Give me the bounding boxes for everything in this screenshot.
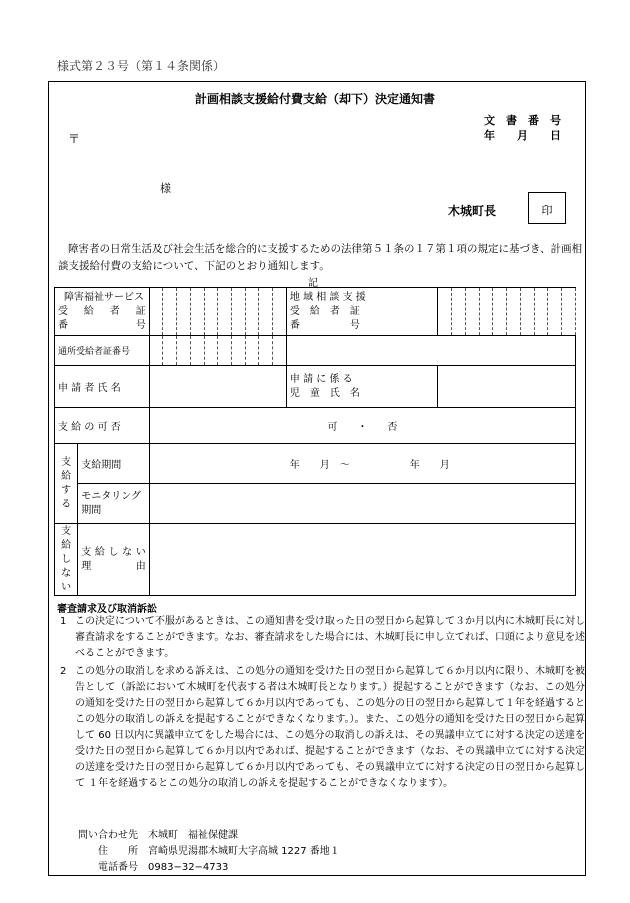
digit-box[interactable] [149,288,163,336]
child-name-field[interactable] [438,366,576,408]
postal-mark: 〒 [68,132,81,146]
digit-box[interactable] [163,336,177,366]
digit-box[interactable] [465,288,479,336]
digit-box[interactable] [218,288,232,336]
pay-group-text: 支給する [61,456,72,510]
regional-cert-line3: 番 号 [289,319,360,331]
period-value-text: 年 月 〜 年 月 [289,460,450,471]
monitoring-label [78,484,149,524]
child-name-line2: 児 童 氏 名 [289,387,360,399]
monitoring-row [55,484,576,524]
contact-line-office: 問い合わせ先 木城町 福祉保健課 [78,830,238,841]
monitoring-field[interactable] [149,484,575,524]
appeal-item-text: この決定について不服があるときは、この通知書を受け取った日の翌日から起算して３か月以内に木城町長に対し審査請求をすることができます。なお、審査請求をした場合には、木城町長に申し立てれば、口頭により意見を述べることができます。 [75,616,585,659]
date-label: 年 月 日 [484,129,561,142]
nopay-group-text: 支給しない [61,525,72,593]
digit-box[interactable] [548,288,562,336]
appeal-item [57,614,585,662]
ki-mark: 記 [308,278,318,289]
pay-group-label [55,444,78,524]
recipient-honorific: 様 [160,182,171,195]
digit-box[interactable] [479,288,493,336]
reason-row [55,524,576,596]
reason-line2: 理 由 [81,560,146,572]
digit-box[interactable] [259,336,273,366]
approval-label: 支 給 の 可 否 [55,408,150,444]
digit-box[interactable] [190,288,204,336]
daycare-cert-label: 通所受給者証番号 [55,336,150,366]
digit-box[interactable] [534,288,548,336]
daycare-cert-blank [286,336,575,366]
document-title: 計画相談支援給付費支給（却下）決定通知書 [194,92,435,106]
decision-table [54,287,576,596]
digit-box[interactable] [149,336,163,366]
digit-box[interactable] [232,288,246,336]
contact-block [78,828,340,876]
appeal-item [57,664,585,792]
approval-value[interactable]: 可 ・ 否 [149,408,575,444]
digit-box[interactable] [190,336,204,366]
digit-box[interactable] [177,336,191,366]
appeal-item-number: 2 [60,666,67,677]
regional-cert-label [286,288,438,336]
regional-cert-line2: 受 給 者 証 [289,305,360,317]
contact-line-address: 住 所 宮崎県児湯郡木城町大字高城 1227 番地１ [78,846,340,857]
digit-box[interactable] [177,288,191,336]
form-reference: 様式第２３号（第１４条関係） [57,59,226,73]
welfare-cert-line2: 受 給 者 証 [58,305,146,317]
document-number-label: 文 書 番 号 [484,114,561,127]
digit-box[interactable] [163,288,177,336]
digit-box[interactable] [245,288,259,336]
applicant-name-label: 申 請 者 氏 名 [55,366,150,408]
welfare-cert-label [55,288,150,336]
daycare-cert-row [55,336,576,366]
applicant-name-field[interactable] [149,366,286,408]
digit-box[interactable] [204,336,218,366]
reason-line1: 支 給 し な い [81,546,146,558]
approval-row [55,408,576,444]
cert-number-row [55,288,576,336]
appeal-item-number: 1 [60,616,67,627]
welfare-cert-line3: 番 号 [58,319,146,331]
digit-box[interactable] [259,288,273,336]
child-name-label [286,366,438,408]
digit-box[interactable] [232,336,246,366]
monitoring-line1: モニタリング [81,490,142,502]
welfare-cert-line1: 障害福祉サービス [64,291,144,303]
digit-box[interactable] [493,288,507,336]
contact-line-phone: 電話番号 0983−32−4733 [78,862,229,873]
period-label: 支給期間 [78,444,149,484]
reason-label [78,524,149,596]
digit-box[interactable] [438,288,452,336]
digit-box[interactable] [273,336,287,366]
reason-field[interactable] [149,524,575,596]
nopay-group-label [55,524,78,596]
appeal-title: 審査請求及び取消訴訟 [57,604,157,615]
digit-box[interactable] [452,288,466,336]
digit-box[interactable] [245,336,259,366]
digit-box[interactable] [507,288,521,336]
digit-box[interactable] [204,288,218,336]
digit-box[interactable] [273,288,287,336]
period-value[interactable] [149,444,575,484]
monitoring-line2: 期間 [81,504,102,516]
regional-cert-line1: 地 域 相 談 支 援 [289,291,366,303]
period-row [55,444,576,484]
digit-box[interactable] [561,288,575,336]
digit-box[interactable] [218,336,232,366]
child-name-line1: 申 請 に 係 る [289,373,353,385]
appeal-item-text: この処分の取消しを求める訴えは、この処分の通知を受けた日の翌日から起算して６か月以内に限り、木城町を被告として（訴訟において木城町を代表する者は木城町長となります。）提起することができます（なお、この処分の通知を受けた日の翌日から起算して６か月以内であっても、この処分の日の翌日から起算して１年を経過するとこの処分の取消しの訴えを提起することができなくなります。）。また、この処分の通知を受けた日の翌日から起算して 60 日以内に異議申立てをした場合には、この処分の取消しの訴えは、その異議申立てに対する決定の送達を受けた日の翌日から起算して６か月以内であれば、提起することができます（なお、その異議申立てに対する決定の送達を受けた日の翌日から起算して６か月以内であっても、その異議申立てに対する決定の日の翌日から起算して １年を経過するとこの処分の取消しの訴えを提起することができなくなります）。 [75,666,585,789]
issuer-mayor: 木城町長 [448,204,497,218]
intro-paragraph: 障害者の日常生活及び社会生活を総合的に支援するための法律第５１条の１７第１項の規定に基づき、計画相談支援給付費の支給について、下記のとおり通知します。 [58,243,583,272]
digit-box[interactable] [520,288,534,336]
seal-box: 印 [528,192,566,224]
applicant-row [55,366,576,408]
